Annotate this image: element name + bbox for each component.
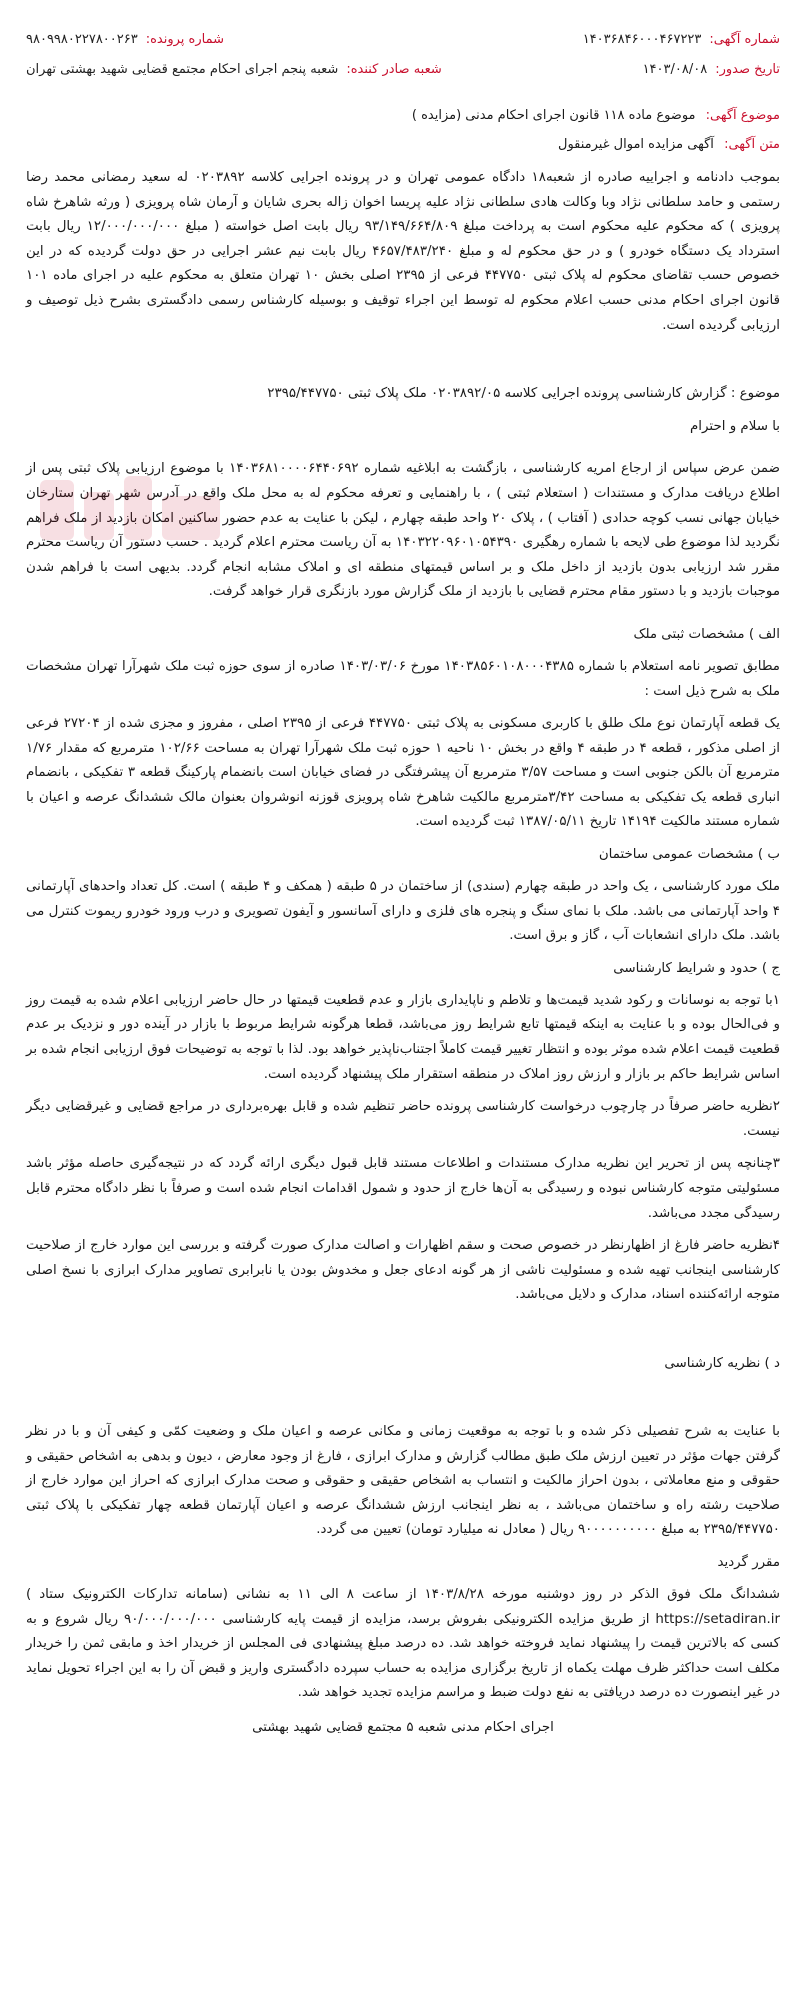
case-number [26,32,224,47]
decision-title: مقرر گردید [717,1554,780,1570]
section-c-item-4: ۴نظریه حاضر فارغ از اظهارنظر در خصوص صحت و سقم اظهارات و اصالت مدارک صورت گرفته و بررسی این موارد خارج از صلاحیت کارشناسی اینجانب تهیه شده و مسئولیت ناشی از هر گونه ادعای جعل و مخدوش بودن یا نابرابری تصاویر مدارک ابرازی با نسخ اصلی متوجه ارائه‌کننده اسناد، مدارک و دلایل می‌باشد. [26,1238,780,1303]
ad-number-value: ۱۴۰۳۶۸۴۶۰۰۰۴۶۷۲۲۳ [582,31,702,47]
report-body: ضمن عرض سپاس از ارجاع امریه کارشناسی ، بازگشت به ابلاغیه شماره ۱۴۰۳۶۸۱۰۰۰۰۶۴۴۰۶۹۲ با موضوع ارزیابی پلاک ثبتی پس از اطلاع دریافت مدارک و مستندات ( استعلام ثبتی ) ، با راهنمایی و تعرفه محکوم له به محل ملک واقع در آدرس شهر تهران ستارخان خیابان جهانی نسب کوچه حدادی ( آفتاب ) ، پلاک ۲۰ واحد طبقه چهارم ، لیکن با عنایت به عدم حضور ساکنین امکان بازدید از ملک فراهم نگردید لذا موضوع طی لایحه با شماره رهگیری ۱۴۰۳۲۲۰۹۶۰۱۰۵۴۳۹۰ به آن ریاست محترم اعلام گردید . حسب دستور آن ریاست محترم مقرر شد ارزیابی بدون بازدید از داخل ملک و بر اساس قیمتهای منطقه ای و املاک مشابه انجام گردد. بدیهی است با فراهم شدن موجبات بازدید و با دستور مقام محترم قضایی با بازدید از ملک گزارش مورد بازنگری قرار خواهد گرفت. [26,461,780,600]
issuer-value: شعبه پنجم اجرای احکام مجتمع قضایی شهید بهشتی تهران [26,61,339,77]
section-c-title: ج ) حدود و شرایط کارشناسی [613,960,780,976]
section-b-body: ملک مورد کارشناسی ، یک واحد در طبقه چهارم (سندی) از ساختمان در ۵ طبقه ( همکف و ۴ طبقه ) است. کل تعداد واحدهای آپارتمانی ۴ واحد آپارتمانی می باشد. ملک با نمای سنگ و پنجره های فلزی و دارای آسانسور و آیفون تصویری و درب ورود خودرو ریموت کنترل می باشد. ملک دارای انشعابات آب ، گاز و برق است. [26,879,780,944]
section-c-item-1: ۱با توجه به نوسانات و رکود شدید قیمت‌ها و تلاطم و ناپایداری بازار و عدم قطعیت قیمتها در حال حاضر ارزیابی اعلام شده به قیمت روز و فی‌الحال بوده و با عنایت به اینکه قیمتها تابع شرایط روز می‌باشد، قطعا هرگونه شرایط مربوط با بازار در آینده دور و نزدیک بر عدم قطعیت قیمت اعلام شده موثر بوده و انتظار تغییر قیمت کاملاً اجتناب‌ناپذیر خواهد بود. لذا با توجه به توضیحات فوق ارزیابی انجام شده بر اساس شرایط حاکم بر بازار و ارزش روز املاک در منطقه استقرار ملک پیشنهاد گردیده است. [26,992,780,1082]
subject-label: موضوع آگهی: [705,108,780,123]
section-c-item-2: ۲نظریه حاضر صرفاً در چارچوب درخواست کارشناسی پرونده حاضر تنظیم شده و قابل بهره‌برداری در مراجع قضایی و غیرقضایی دیگر نیست. [26,1099,780,1139]
header-row-2 [26,54,780,84]
ad-number [583,32,780,47]
decision-body: ششدانگ ملک فوق الذکر در روز دوشنبه مورخه ۱۴۰۳/۸/۲۸ از ساعت ۸ الی ۱۱ به نشانی (سامانه تدارکات الکترونیک ستاد ) https://setadiran.ir از طریق مزایده الکترونیکی بفروش برسد، مزایده از قیمت پایه کارشناسی ۹۰/۰۰۰/۰۰۰/۰۰۰ ریال شروع و به کسی که بالاترین قیمت را پیشنهاد نماید فروخته خواهد شد. ده درصد مبلغ پیشنهادی فی المجلس از خریدار اخذ و مابقی ثمن را خریدار مکلف است حداکثر ظرف مهلت یکماه از تاریخ برگزاری مزایده به حساب سپرده دادگستری واریز و قبض آن را به این اجراء تحویل نماید در غیر اینصورت ده درصد دریافتی به نفع دولت ضبط و مراسم مزایده تجدید خواهد شد. [26,1586,780,1701]
greeting: با سلام و احترام [690,418,780,434]
section-b-title: ب ) مشخصات عمومی ساختمان [598,847,780,863]
signoff: اجرای احکام مدنی شعبه ۵ مجتمع قضایی شهید بهشتی [252,1719,554,1735]
notice-body-title [26,137,780,152]
section-a-title: الف ) مشخصات ثبتی ملک [633,626,780,642]
section-a-intro: مطابق تصویر نامه استعلام با شماره ۱۴۰۳۸۵۶۰۱۰۸۰۰۰۴۳۸۵ مورخ ۱۴۰۳/۰۳/۰۶ صادره از سوی حوزه ثبت ملک شهرآرا تهران مشخصات ملک به شرح ذیل است : [26,658,780,699]
intro-paragraph: بموجب دادنامه و اجراییه صادره از شعبه۱۸ دادگاه عمومی تهران و در پرونده اجرایی کلاسه ۰۲۰۳۸۹۲ له سعید رمضانی محمد رضا رستمی و حامد سلطانی نژاد وبا وکالت هادی سلطانی نژاد علیه پریسا اخوان زاله بحری شایان و آرمان شاه پرویزی ( ورثه شاهرخ شاه پرویزی ) که محکوم علیه محکوم است به پرداخت مبلغ ۹۳/۱۴۹/۶۶۴/۸۰۹ ریال بابت اصل خواسته ( مبلغ ۱۲/۰۰۰/۰۰۰/۰۰۰ ریال بابت استرداد یک دستگاه خودرو ) و در حق محکوم له و مبلغ ۴۶۵۷/۴۸۳/۲۴۰ ریال بابت نیم عشر اجرایی در حق دولت گردیده که در این خصوص حسب تقاضای محکوم له پلاک ثبتی ۴۴۷۷۵۰ فرعی از ۲۳۹۵ اصلی بخش ۱۰ تهران متعلق به محکوم علیه در اجرای ماده ۱۰۱ قانون اجرای احکام مدنی حسب اعلام محکوم له توسط این اجراء توقیف و بوسیله کارشناس رسمی دادگستری بشرح ذیل توصیف و ارزیابی گردیده است. [26,170,780,333]
case-number-label: شماره پرونده: [145,31,225,47]
section-d-body: با عنایت به شرح تفصیلی ذکر شده و با توجه به موقعیت زمانی و مکانی عرصه و اعیان ملک و وضعیت کمّی و کیفی آن و با در نظر گرفتن جهات مؤثر در تعیین ارزش ملک طبق مطالب گزارش و مدارک ابرازی ، فارغ از وجود معارض ، دیون و بدهی به اشخاص حقیقی و حقوقی و منع معاملاتی ، بدون احراز مالکیت و انتساب به اشخاص حقیقی و حقوقی و صحت مدارک ابرازی که احراز این موارد خارج از صلاحیت رشته راه و ساختمان می‌باشد ، به نظر اینجانب ارزش ششدانگ عرصه و اعیان آپارتمان قطعه چهار تفکیکی با پلاک ثبتی ۲۳۹۵/۴۴۷۷۵۰ به مبلغ ۹۰۰۰۰۰۰۰۰۰۰ ریال ( معادل نه میلیارد تومان) تعیین می گردد. [26,1423,780,1538]
body-title-label: متن آگهی: [724,137,780,152]
issuer-label: شعبه صادر کننده: [346,61,442,77]
issuer [26,62,442,77]
section-a-body: یک قطعه آپارتمان نوع ملک طلق با کاربری مسکونی به پلاک ثبتی ۴۴۷۷۵۰ فرعی از ۲۳۹۵ اصلی ، مفروز و مجزی شده از ۲۷۲۰۴ فرعی از اصلی مذکور ، قطعه ۴ در طبقه ۴ واقع در بخش ۱۰ ناحیه ۱ حوزه ثبت ملک شهرآرا تهران به مساحت ۱۰۲/۶۶ مترمربع که مقدار ۱/۷۶ مترمربع آن بالکن جنوبی است و مساحت ۳/۵۷ مترمربع آن پیشرفتگی در فضای خیابان است بانضمام پارکینگ قطعه ۳ تفکیکی ، بانضمام انباری قطعه یک تفکیکی به مساحت ۳/۴۲مترمربع مالکیت شاهرخ شاه پرویزی قوزنه انوشروان بعنوان مالک ششدانگ عرصه و اعیان با شماره مستند مالکیت ۱۴۱۹۴ تاریخ ۱۳۸۷/۰۵/۱۱ ثبت گردیده است. [26,716,780,830]
issue-date-value: ۱۴۰۳/۰۸/۰۸ [642,61,708,77]
notice-subject [26,108,780,123]
header-row-1 [26,24,780,54]
notice-header [26,24,780,94]
case-number-value: ۹۸۰۹۹۸۰۲۲۷۸۰۰۲۶۳ [26,31,138,47]
section-d-title: د ) نظریه کارشناسی [664,1355,780,1371]
section-c-item-3: ۳چنانچه پس از تحریر این نظریه مدارک مستندات و اطلاعات مستند قابل قبول دیگری ارائه گردد که در نتیجه‌گیری حاصله مؤثر باشد مسئولیتی متوجه کارشناس نبوده و رسیدگی به آن‌ها خارج از حدود و شمول اقدامات انجام شده است و صرفاً با نظر دادگاه محترم قابل رسیدگی مجدد می‌باشد. [26,1156,780,1221]
issue-date [643,62,780,77]
subject-value: موضوع ماده ۱۱۸ قانون اجرای احکام مدنی (مزایده ) [411,108,696,123]
issue-date-label: تاریخ صدور: [715,61,780,77]
report-subject: موضوع : گزارش کارشناسی پرونده اجرایی کلاسه ۰۲۰۳۸۹۲/۰۵ ملک پلاک ثبتی ۲۳۹۵/۴۴۷۷۵۰ [267,386,780,402]
ad-number-label: شماره آگهی: [709,31,780,47]
body-title-value: آگهی مزایده اموال غیرمنقول [558,137,714,152]
